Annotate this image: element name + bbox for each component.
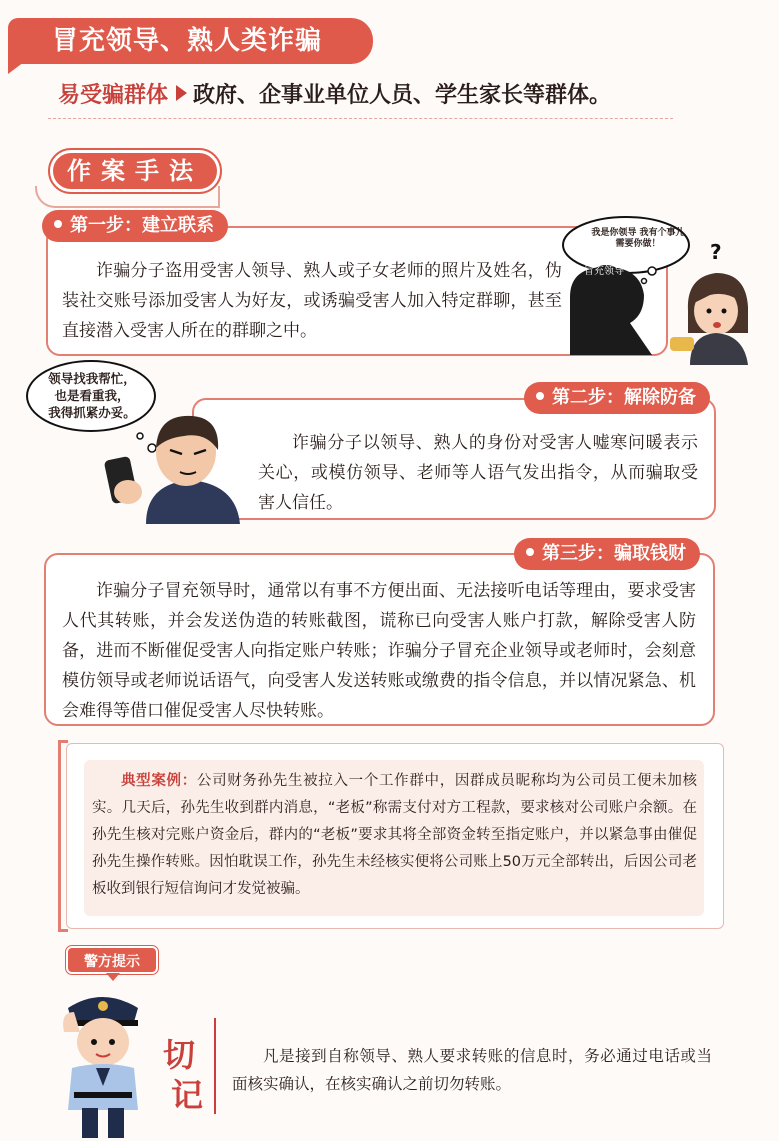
step3-label [514, 538, 700, 570]
dashed-divider [48, 118, 673, 119]
police-officer-illustration [50, 982, 154, 1140]
tip-text: 凡是接到自称领导、熟人要求转账的信息时，务必通过电话或当面核实确认，在核实确认之前切勿转账。 [232, 1047, 712, 1093]
step1-text: 诈骗分子盗用受害人领导、熟人或子女老师的照片及姓名，伪装社交账号添加受害人为好友，或诱骗受害人加入特定群聊，甚至直接潜入受害人所在的群聊之中。 [62, 261, 562, 341]
tip-tag-tail [106, 973, 120, 981]
bullet-dot-icon [536, 392, 544, 400]
vulnerable-groups-label: 易受骗群体 [58, 83, 169, 108]
remember-char-1: 切 [163, 1036, 196, 1074]
title-banner-tail [8, 62, 24, 74]
case-label: 典型案例： [121, 773, 197, 789]
victim-speech-line: 也是看重我， [54, 388, 130, 403]
case-text [92, 768, 697, 903]
bullet-dot-icon [54, 220, 62, 228]
badge-icon [98, 1001, 108, 1011]
tip-divider [214, 1018, 216, 1114]
bullet-dot-icon [526, 548, 534, 556]
vulnerable-groups [58, 78, 611, 114]
vulnerable-groups-text: 政府、企事业单位人员、学生家长等群体。 [193, 83, 612, 108]
case-body: 公司财务孙先生被拉入一个工作群中，因群成员昵称均为公司员工便未加核实。几天后，孙先生收到群内消息，“老板”称需支付对方工程款，要求核对公司账户余额。在孙先生核对完账户资金后，群内的“老板”要求其将全部资金转至指定账户，并以紧急事由催促孙先生操作转账。因怕耽误工作，孙先生未经核实便将公司账上50万元全部转出，后因公司老板收到银行短信询问才发觉被骗。 [92, 773, 698, 897]
triangle-arrow-icon [176, 85, 187, 101]
step2-label-text: 第二步：解除防备 [552, 387, 696, 408]
impersonator-label: 冒充领导 [584, 266, 624, 277]
step3-text: 诈骗分子冒充领导时，通常以有事不方便出面、无法接听电话等理由，要求受害人代其转账，并会发送伪造的转账截图，谎称已向受害人账户打款，解除受害人防备，进而不断催促受害人向指定账户转账；诈骗分子冒充企业领导或老师时，会刻意模仿领导或老师说话语气，向受害人发送转账或缴费的指令信息，并以情况紧急、机会难得等借口催促受害人尽快转账。 [62, 581, 696, 721]
question-mark-icon: ? [710, 240, 722, 264]
victim-illustration [100, 400, 260, 525]
remember-char-2: 记 [171, 1076, 204, 1114]
victim-speech-line: 我得抓紧办妥。 [48, 405, 136, 420]
step3-label-text: 第三步：骗取钱财 [542, 543, 686, 564]
step1-label-text: 第一步：建立联系 [70, 215, 214, 236]
step2-label [524, 382, 710, 414]
page-title: 冒充领导、熟人类诈骗 [8, 18, 373, 64]
victim-speech-line: 领导找我帮忙， [48, 371, 136, 386]
method-heading: 作案手法 [50, 150, 220, 192]
police-tip-tag: 警方提示 [66, 946, 158, 974]
step1-label [42, 210, 228, 242]
step2-text: 诈骗分子以领导、熟人的身份对受害人嘘寒问暖表示关心，或模仿领导、老师等人语气发出指令，从而骗取受害人信任。 [258, 433, 698, 513]
impersonator-speech: 我是你领导 我有个事儿 需要你做！ [591, 228, 685, 249]
